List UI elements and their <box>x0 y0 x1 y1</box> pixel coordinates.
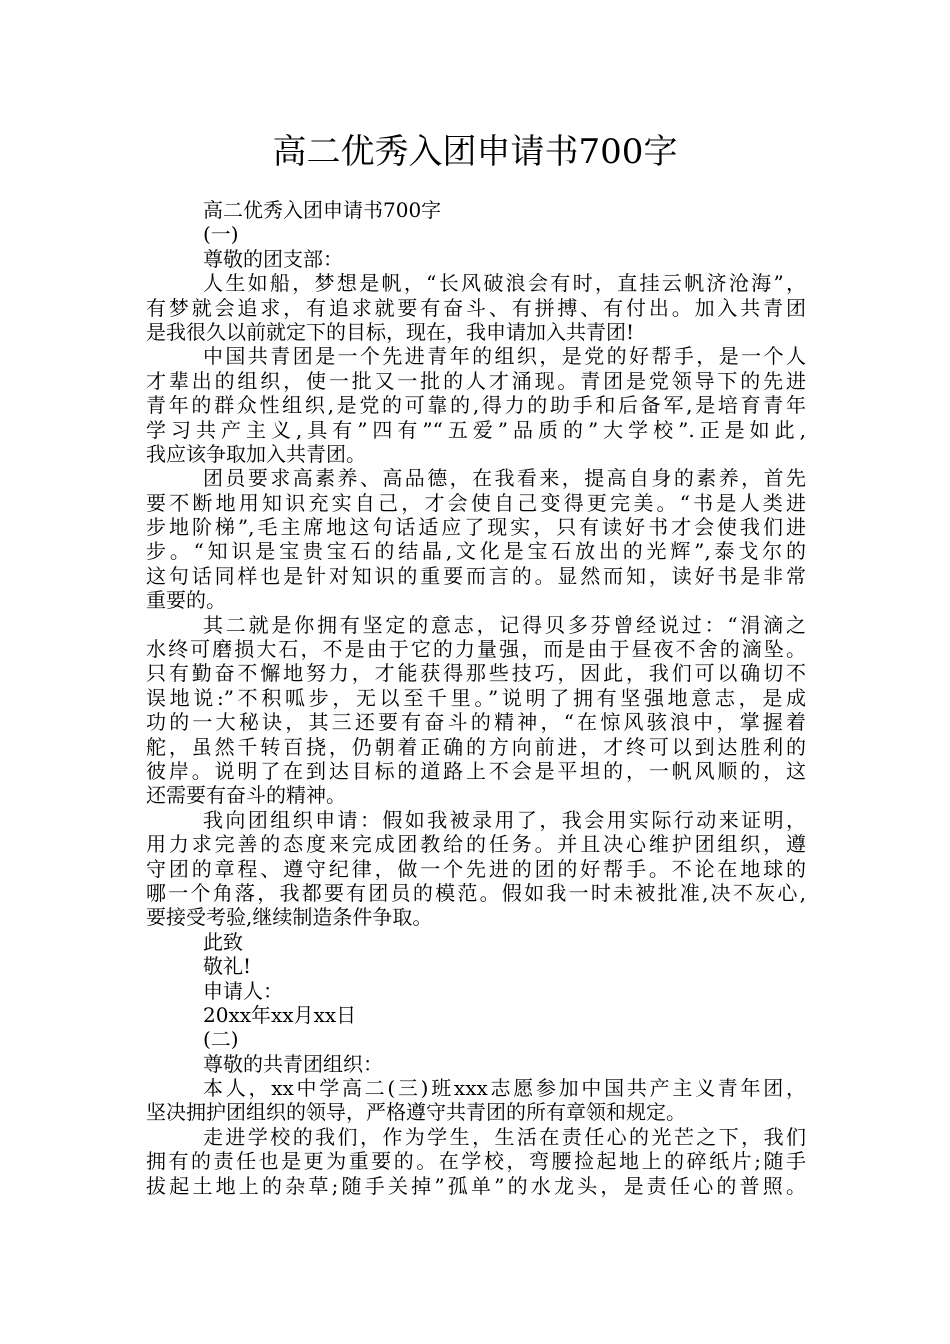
text-line: 拔起土地上的杂草;随手关掉”孤单”的水龙头，是责任心的普照。 <box>146 1173 806 1198</box>
text-line: 有梦就会追求，有追求就要有奋斗、有拼搏、有付出。加入共青团 <box>146 295 806 320</box>
text-line: 功的一大秘诀，其三还要有奋斗的精神，“在惊风骇浪中，掌握着 <box>146 710 806 735</box>
text-line: 这句话同样也是针对知识的重要而言的。显然而知，读好书是非常 <box>146 563 806 588</box>
text-line: 用力求完善的态度来完成团教给的任务。并且决心维护团组织，遵 <box>146 832 806 857</box>
text-line: 哪一个角落，我都要有团员的模范。假如我一时未被批准,决不灰心, <box>146 880 806 905</box>
text-line: (二) <box>203 1027 239 1052</box>
text-line: 中国共青团是一个先进青年的组织，是党的好帮手，是一个人 <box>203 344 806 369</box>
text-line: 拥有的责任也是更为重要的。在学校，弯腰捡起地上的碎纸片;随手 <box>146 1149 806 1174</box>
text-line: 高二优秀入团申请书700字 <box>203 198 442 222</box>
text-line: 敬礼! <box>203 954 252 979</box>
text-line: 重要的。 <box>146 588 226 613</box>
text-line: (一) <box>203 222 239 247</box>
text-line: 步。“知识是宝贵宝石的结晶,文化是宝石放出的光辉”,泰戈尔的 <box>146 539 806 564</box>
text-line: 我应该争取加入共青团。 <box>146 441 366 466</box>
text-line: 彼岸。说明了在到达目标的道路上不会是平坦的，一帆风顺的，这 <box>146 758 806 783</box>
text-line: 要不断地用知识充实自己，才会使自己变得更完美。“书是人类进 <box>146 490 806 515</box>
text-line: 只有勤奋不懈地努力，才能获得那些技巧，因此，我们可以确切不 <box>146 661 806 686</box>
text-line: 是我很久以前就定下的目标，现在，我申请加入共青团! <box>146 319 635 344</box>
text-line: 守团的章程、遵守纪律，做一个先进的团的好帮手。不论在地球的 <box>146 856 806 881</box>
text-line: 此致 <box>203 929 243 954</box>
text-line: 水终可磨损大石，不是由于它的力量强，而是由于昼夜不舍的滴坠。 <box>146 637 806 662</box>
text-line: 舵，虽然千转百挠，仍朝着正确的方向前进，才终可以到达胜利的 <box>146 734 806 759</box>
text-line: 要接受考验,继续制造条件争取。 <box>146 905 433 930</box>
text-line: 人生如船，梦想是帆，“长风破浪会有时，直挂云帆济沧海”， <box>203 271 806 296</box>
text-line: 走进学校的我们，作为学生，生活在责任心的光芒之下，我们 <box>203 1124 806 1149</box>
text-line: 尊敬的团支部： <box>203 246 343 271</box>
text-line: 20xx年xx月xx日 <box>203 1002 357 1027</box>
text-line: 尊敬的共青团组织： <box>203 1051 383 1076</box>
text-line: 才辈出的组织，使一批又一批的人才涌现。青团是党领导下的先进 <box>146 368 806 393</box>
text-line: 其二就是你拥有坚定的意志，记得贝多芬曾经说过：“涓滴之 <box>203 612 806 637</box>
document-body <box>146 198 806 1198</box>
text-line: 团员要求高素养、高品德，在我看来，提高自身的素养，首先 <box>203 466 806 491</box>
text-line: 申请人： <box>203 978 283 1003</box>
text-line: 学习共产主义,具有”四有”“五爱”品质的”大学校”.正是如此, <box>146 417 806 442</box>
text-line: 误地说:”不积呱步，无以至千里。”说明了拥有坚强地意志，是成 <box>146 685 806 710</box>
text-line: 还需要有奋斗的精神。 <box>146 783 346 808</box>
text-line: 我向团组织申请：假如我被录用了，我会用实际行动来证明， <box>203 807 806 832</box>
text-line: 本人，xx中学高二(三)班xxx志愿参加中国共产主义青年团， <box>203 1076 806 1101</box>
text-line: 青年的群众性组织,是党的可靠的,得力的助手和后备军,是培育青年 <box>146 393 806 418</box>
text-line: 步地阶梯”,毛主席地这句话适应了现实，只有读好书才会使我们进 <box>146 515 806 540</box>
text-line: 坚决拥护团组织的领导，严格遵守共青团的所有章领和规定。 <box>146 1100 686 1125</box>
document-title: 高二优秀入团申请书700字 <box>272 132 678 172</box>
